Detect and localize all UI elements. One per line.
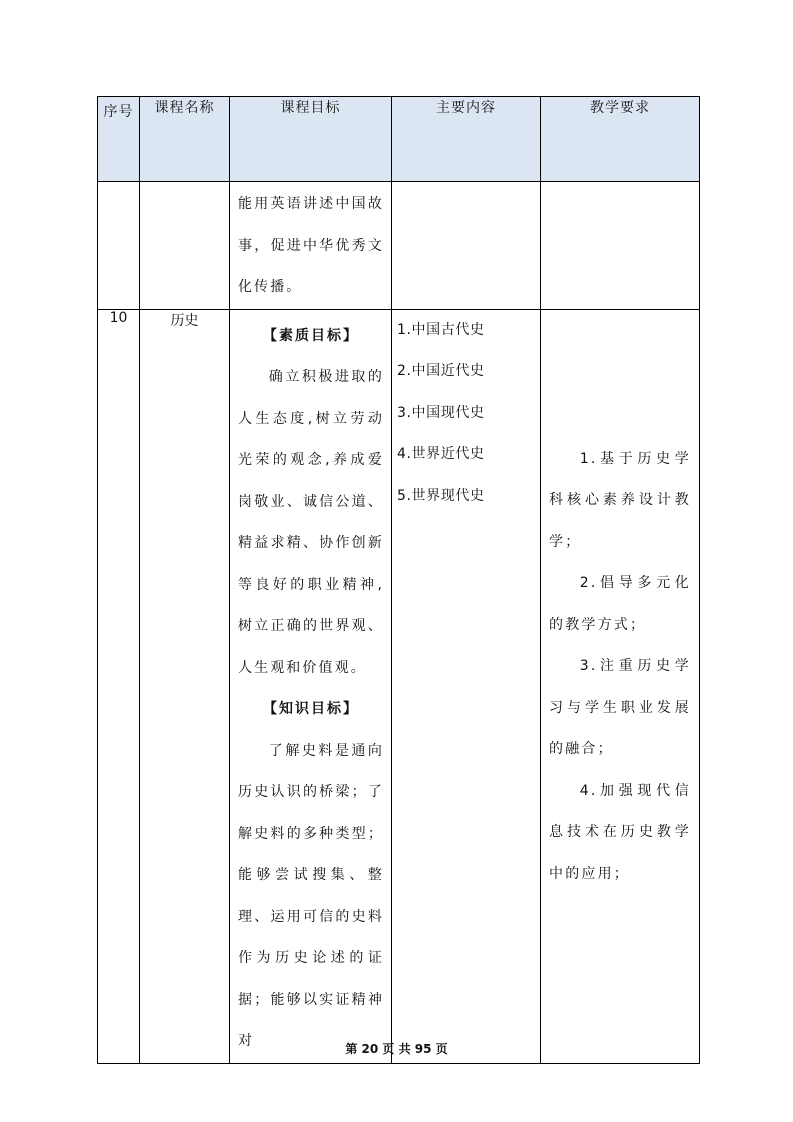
quality-objective-title: 【素质目标】 — [263, 327, 359, 344]
curriculum-table — [97, 96, 700, 1064]
requirement-cell-empty — [541, 182, 700, 310]
table-row-continued — [98, 182, 700, 310]
objective-cell — [230, 309, 392, 1063]
content-cell-empty — [392, 182, 541, 310]
objective-cell-continued — [230, 182, 392, 310]
teaching-requirement-cell — [541, 309, 700, 1063]
quality-objective-text: 确立积极进取的人生态度,树立劳动光荣的观念,养成爱岗敬业、诚信公道、精益求精、协作创新等良好的职业精神,树立正确的世界观、人生观和价值观。 — [238, 369, 384, 676]
list-item: 4.世界近代史 — [397, 446, 485, 462]
table-row-history — [98, 309, 700, 1063]
seq-cell: 10 — [98, 309, 140, 1063]
page-number-footer: 第 20 页 共 95 页 — [345, 1042, 448, 1056]
header-main-content: 主要内容 — [392, 97, 541, 182]
header-course-name: 课程名称 — [140, 97, 230, 182]
requirement-item: 2.倡导多元化的教学方式； — [549, 575, 691, 633]
header-seq: 序号 — [98, 97, 140, 182]
main-content-cell — [392, 309, 541, 1063]
requirement-item: 4.加强现代信息技术在历史教学中的应用； — [549, 782, 691, 882]
main-content-list — [392, 310, 540, 540]
list-item: 1.中国古代史 — [397, 321, 485, 338]
seq-cell-empty — [98, 182, 140, 310]
requirement-item: 3.注重历史学习与学生职业发展的融合； — [549, 658, 691, 757]
list-item: 3.中国现代史 — [397, 404, 485, 421]
knowledge-objective-title: 【知识目标】 — [263, 701, 359, 717]
header-course-objective: 课程目标 — [230, 97, 392, 182]
header-teaching-requirement: 教学要求 — [541, 97, 700, 182]
continued-objective-text: 能用英语讲述中国故事，促进中华优秀文化传播。 — [238, 196, 384, 295]
name-cell-empty — [140, 182, 230, 310]
requirement-item: 1.基于历史学科核心素养设计教学； — [549, 450, 691, 550]
table-header-row — [98, 97, 700, 182]
list-item: 2.中国近代史 — [397, 363, 485, 379]
list-item: 5.世界现代史 — [397, 487, 485, 504]
knowledge-objective-text: 了解史料是通向历史认识的桥梁；了解史料的多种类型；能够尝试搜集、整理、运用可信的史料作为历史论述的证据；能够以实证精神对 — [238, 742, 384, 1049]
course-name-cell: 历史 — [140, 309, 230, 1063]
